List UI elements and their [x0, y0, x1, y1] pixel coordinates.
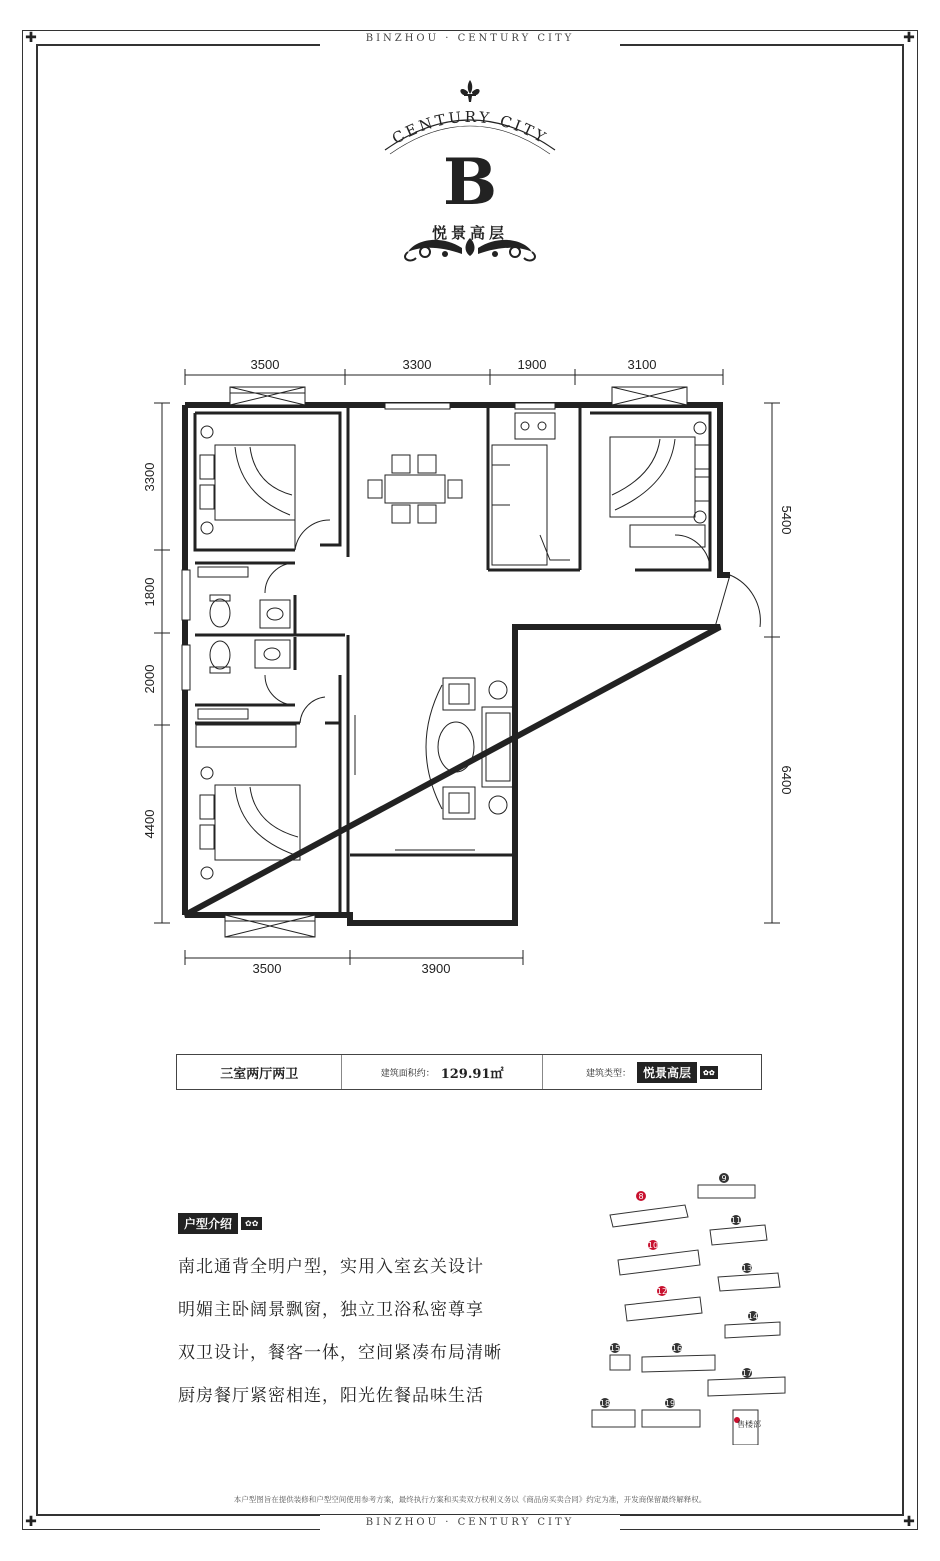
- layout-cell: [177, 1055, 341, 1089]
- area-label: 建筑面积约：: [380, 1068, 435, 1079]
- seal-icon: ✿✿: [241, 1217, 262, 1230]
- building-17: 17: [741, 1369, 753, 1378]
- dim-top-3: 1900: [517, 357, 547, 372]
- building-9: 9: [721, 1174, 727, 1183]
- footer-band-text: BINZHOU · CENTURY CITY: [320, 1515, 620, 1531]
- type-cell: [542, 1055, 761, 1089]
- dim-top-2: 3300: [402, 357, 432, 372]
- disclaimer: 本户型图旨在提供装修和户型空间使用参考方案，最终执行方案和买卖双方权利义务以《商品房买卖合同》约定为准，开发商保留最终解释权。: [233, 1495, 707, 1504]
- type-value: 悦景高层: [637, 1062, 697, 1083]
- dim-left-1: 3300: [142, 462, 157, 492]
- dim-right-2: 6400: [779, 765, 794, 795]
- brand-logo: [360, 70, 580, 270]
- intro-line-1: 南北通背全明户型，实用入室玄关设计: [178, 1257, 484, 1277]
- dim-top-4: 3100: [627, 357, 657, 372]
- building-8: 8: [638, 1192, 644, 1201]
- unit-subtitle: 悦景高层: [431, 224, 508, 242]
- intro-tag: [178, 1213, 262, 1234]
- dim-right-1: 5400: [779, 505, 794, 535]
- building-12: 12: [656, 1287, 668, 1296]
- header-band-text: BINZHOU · CENTURY CITY: [320, 31, 620, 47]
- dim-left-2: 1800: [142, 577, 157, 607]
- unit-info-bar: [176, 1054, 762, 1090]
- intro-line-2: 明媚主卧阔景飘窗，独立卫浴私密尊享: [178, 1300, 484, 1320]
- building-16: 16: [671, 1344, 683, 1353]
- intro-line-4: 厨房餐厅紧密相连，阳光佐餐品味生活: [178, 1386, 484, 1406]
- building-13: 13: [741, 1264, 753, 1273]
- building-18: 18: [599, 1399, 611, 1408]
- unit-letter: B: [442, 145, 498, 220]
- type-label: 建筑类型：: [585, 1068, 631, 1079]
- dim-left-4: 4400: [142, 809, 157, 839]
- intro-tag-text: 户型介绍: [178, 1213, 238, 1234]
- intro-line-3: 双卫设计，餐客一体，空间紧凑布局清晰: [178, 1343, 502, 1363]
- corner-ornament-icon: ✚: [903, 30, 915, 46]
- building-14: 14: [747, 1312, 759, 1321]
- layout-text: 三室两厅两卫: [220, 1066, 299, 1082]
- dim-bottom-1: 3500: [252, 961, 282, 976]
- area-cell: [341, 1055, 541, 1089]
- site-map-drawing: [590, 1165, 810, 1445]
- corner-ornament-icon: ✚: [25, 30, 37, 46]
- dim-left-3: 2000: [142, 664, 157, 694]
- building-19: 19: [664, 1399, 676, 1408]
- corner-ornament-icon: ✚: [25, 1514, 37, 1530]
- building-15: 15: [609, 1344, 621, 1353]
- fleur-de-lis-icon: [460, 80, 479, 102]
- dim-bottom-2: 3900: [421, 961, 451, 976]
- seal-icon: ✿✿: [700, 1066, 718, 1079]
- svg-text:CENTURY CITY: [389, 108, 551, 148]
- site-map: [590, 1165, 810, 1445]
- corner-ornament-icon: ✚: [903, 1514, 915, 1530]
- building-11: 11: [730, 1216, 742, 1225]
- brand-name: CENTURY CITY: [389, 107, 552, 148]
- area-value: 129.91㎡: [440, 1066, 504, 1082]
- floor-plan-drawing: [130, 345, 810, 985]
- sales-office-label: 售楼部: [737, 1420, 761, 1429]
- floor-plan: [130, 345, 810, 985]
- dim-top-1: 3500: [250, 357, 280, 372]
- building-10: 10: [647, 1241, 659, 1250]
